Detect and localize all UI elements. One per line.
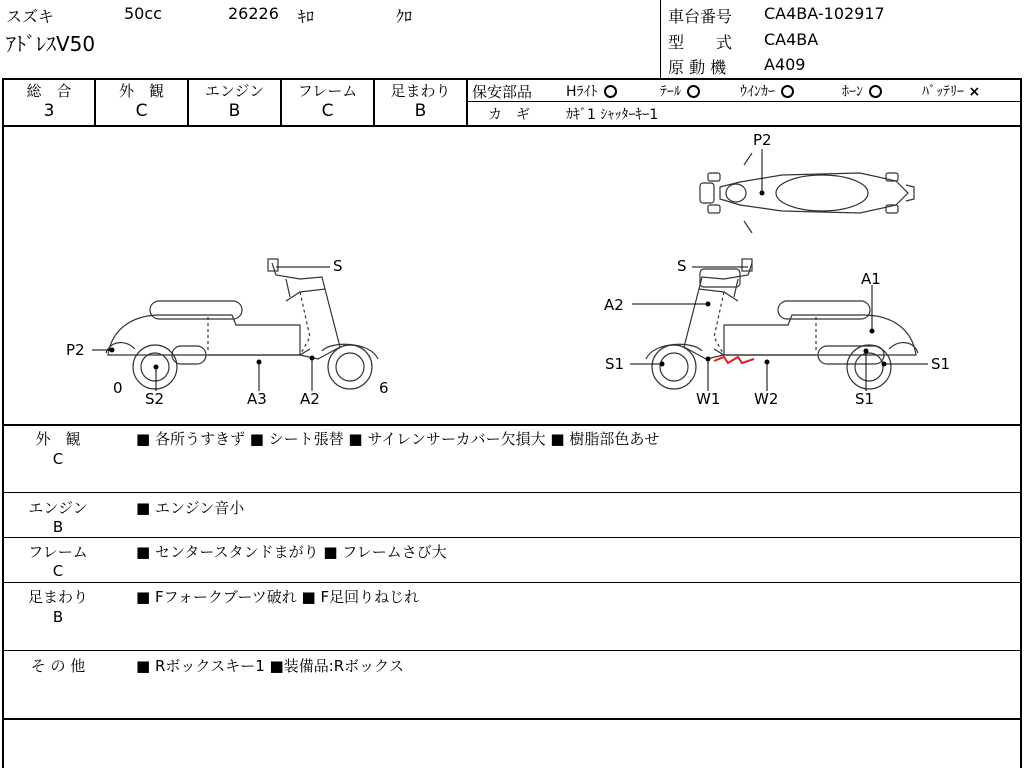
overall-value: 3 [43, 101, 55, 121]
type-value: CA4BA [764, 30, 819, 49]
taillight-label: ﾃｰﾙ [660, 84, 681, 100]
remarks-text: ■ Fフォークブーツ破れ ■ F足回りねじれ [136, 588, 420, 606]
damage-mark [714, 357, 754, 363]
remarks-grade: B [52, 608, 64, 626]
header-divider [660, 0, 661, 78]
suspension-value: B [414, 101, 427, 121]
horn-label: ﾎｰﾝ [842, 84, 863, 100]
right-label-s1-right: S1 [931, 355, 951, 373]
remarks-text: ■ エンジン音小 [136, 499, 245, 517]
battery-label: ﾊﾞｯﾃﾘｰ [922, 84, 964, 100]
battery-mark: × [968, 84, 981, 100]
chassis-label: 車台番号 [668, 7, 733, 26]
left-label-a2: A2 [300, 390, 320, 408]
maker: スズキ [6, 7, 55, 26]
winker-label: ｳｲﾝｶｰ [740, 84, 775, 100]
frame-label: フレーム [297, 82, 358, 100]
horn-item [842, 81, 882, 101]
engine-model-value: A409 [764, 55, 806, 74]
engine-label: エンジン [204, 82, 265, 100]
key-label: カ ギ [488, 107, 530, 123]
left-label-p2: P2 [66, 341, 85, 359]
right-label-w2: W2 [754, 390, 779, 408]
ok-circle-icon [604, 85, 617, 98]
right-label-w1: W1 [696, 390, 721, 408]
left-label-zero: 0 [113, 379, 123, 397]
model-name: ｱﾄﾞﾚｽV50 [6, 32, 96, 56]
taillight-item [660, 81, 700, 101]
overall-label: 総 合 [26, 82, 72, 100]
engine-value: B [228, 101, 241, 121]
left-scooter-outline [106, 259, 378, 389]
remarks-label: 外 観 [35, 430, 81, 448]
left-label-six: 6 [379, 379, 389, 397]
top-scooter-outline [700, 153, 914, 233]
ok-circle-icon [687, 85, 700, 98]
mileage: 26226 [228, 4, 279, 23]
exterior-value: C [135, 101, 148, 121]
suspension-label: 足まわり [390, 82, 451, 100]
rule [2, 492, 1022, 493]
headlight-label: Hﾗｲﾄ [566, 84, 598, 100]
type-label: 型 式 [668, 33, 733, 52]
right-label-a1: A1 [861, 270, 881, 288]
rule [2, 718, 1022, 720]
right-label-s1-bottom: S1 [855, 390, 875, 408]
remarks-label: エンジン [28, 499, 88, 517]
ok-circle-icon [781, 85, 794, 98]
right-label-s: S [677, 257, 687, 275]
right-label-a2: A2 [604, 296, 624, 314]
frame-value: C [321, 101, 334, 121]
rule [2, 424, 1022, 426]
engine-model-label: 原 動 機 [668, 58, 727, 77]
exterior-label: 外 観 [118, 82, 164, 100]
color: ｸﾛ [396, 7, 413, 26]
left-label-a3: A3 [247, 390, 267, 408]
winker-item [740, 81, 794, 101]
rule [2, 537, 1022, 538]
remarks-label: そ の 他 [30, 657, 86, 675]
safety-label: 保安部品 [472, 83, 533, 101]
rule [2, 650, 1022, 651]
chassis-value: CA4BA-102917 [764, 4, 885, 23]
displacement: 50cc [124, 4, 162, 23]
remarks-grade: B [52, 518, 64, 536]
right-label-s1-left: S1 [605, 355, 625, 373]
remarks-text: ■ Rボックスキー1 ■装備品:Rボックス [136, 657, 405, 675]
remarks-text: ■ 各所うすきず ■ シート張替 ■ サイレンサーカバー欠損大 ■ 樹脂部色あせ [136, 430, 660, 448]
row-divider [466, 101, 1022, 102]
headlight-item [566, 81, 617, 101]
key-value: ｶｷﾞ1 ｼｬｯﾀｰｷｰ1 [566, 107, 659, 123]
remarks-label: フレーム [28, 543, 88, 561]
left-label-s2: S2 [145, 390, 165, 408]
remarks-text: ■ センタースタンドまがり ■ フレームさび大 [136, 543, 447, 561]
col-divider [466, 78, 468, 127]
mileage-unit: ｷﾛ [298, 7, 315, 26]
remarks-grade: C [52, 450, 64, 468]
battery-item [922, 81, 980, 101]
rule [2, 582, 1022, 583]
right-label-p2: P2 [753, 131, 772, 149]
remarks-label: 足まわり [27, 588, 88, 606]
left-label-s: S [333, 257, 343, 275]
ok-circle-icon [869, 85, 882, 98]
remarks-grade: C [52, 562, 64, 580]
